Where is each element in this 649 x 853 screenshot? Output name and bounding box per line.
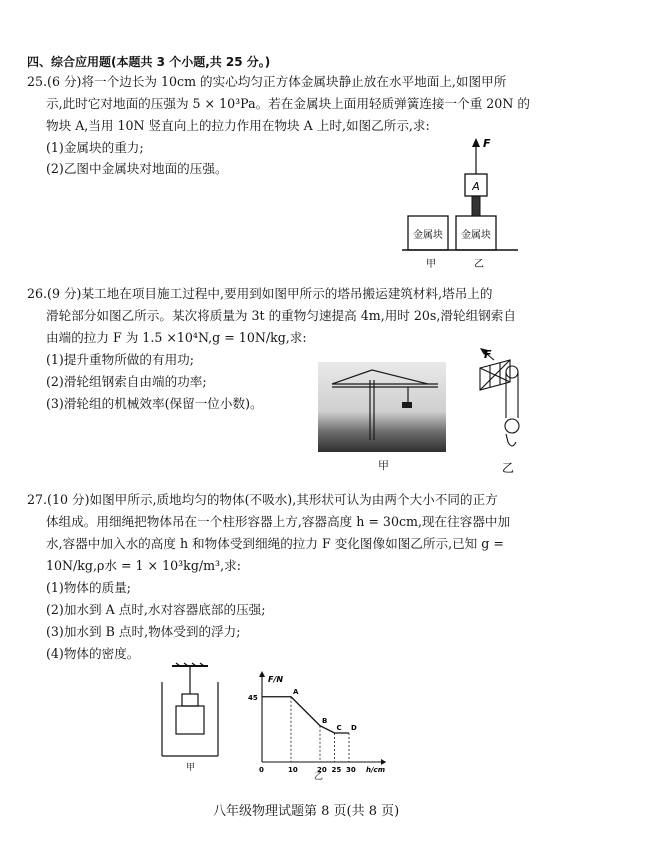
point-label: A <box>293 687 299 696</box>
y-tick-label: 45 <box>248 693 258 702</box>
q25-line-3: 物块 A,当用 10N 竖直向上的拉力作用在物块 A 上时,如图乙所示,求: <box>46 118 430 133</box>
x-tick-label: 10 <box>288 766 298 774</box>
force-height-chart <box>246 668 396 780</box>
q27-sub-1: (1)物体的质量; <box>46 580 132 595</box>
x-tick-label: 20 <box>317 766 327 774</box>
q27-line-2: 体组成。用细绳把物体吊在一个柱形容器上方,容器高度 h = 30cm,现在往容器中加 <box>46 514 511 529</box>
container-icon <box>162 663 218 756</box>
q26-photo-caption: 甲 <box>378 459 389 472</box>
q26-sub-1: (1)提升重物所做的有用功; <box>46 352 195 367</box>
x-tick-label: 0 <box>259 766 264 774</box>
block-a-label: A <box>472 180 480 193</box>
figure-yi-block <box>456 216 496 250</box>
crane-icon <box>332 370 438 440</box>
q27-line-3: 水,容器中加入水的高度 h 和物体受到细绳的拉力 F 变化图像如图乙所示,已知 g = <box>46 536 504 551</box>
x-tick-label: 30 <box>346 766 356 774</box>
q25-line-1: 25.(6 分)将一个边长为 10cm 的实心均匀正方体金属块静止放在水平地面上,如图甲所 <box>27 74 507 89</box>
y-axis-arrow-icon <box>259 671 265 677</box>
q26-line-2: 滑轮部分如图乙所示。某次将质量为 3t 的重物匀速提高 4m,用时 20s,滑轮组钢索自 <box>46 308 516 323</box>
x-tick-label: 25 <box>331 766 342 774</box>
q25-line-2: 示,此时它对地面的压强为 5 × 10³Pa。若在金属块上面用轻质弹簧连接一个重 20N 的 <box>46 96 530 111</box>
q25-sub-2: (2)乙图中金属块对地面的压强。 <box>46 161 228 176</box>
x-axis-arrow-icon <box>381 759 386 765</box>
point-label: C <box>336 724 342 732</box>
pulley-figure <box>472 346 542 482</box>
pulley-block-icon <box>480 360 519 446</box>
q26-line-1: 26.(9 分)某工地在项目施工过程中,要用到如图甲所示的塔吊搬运建筑材料,塔吊上的 <box>27 286 493 301</box>
y-axis-label: F/N <box>268 675 284 684</box>
container-caption: 甲 <box>186 763 196 772</box>
tower-crane-photo <box>318 362 446 452</box>
q26-sub-2: (2)滑轮组钢索自由端的功率; <box>46 374 207 389</box>
block-label-jia: 金属块 <box>413 230 443 241</box>
x-axis-label: h/cm <box>366 766 385 774</box>
q26-line-3: 由端的拉力 F 为 1.5 ×10⁴N,g = 10N/kg,求: <box>46 330 307 345</box>
block-a <box>465 174 487 196</box>
page-footer: 八年级物理试题第 8 页(共 8 页) <box>213 804 400 819</box>
section-heading: 四、综合应用题(本题共 3 个小题,共 25 分。) <box>27 55 271 69</box>
pulley-caption: 乙 <box>502 461 515 475</box>
figure-jia-block <box>408 216 448 250</box>
caption-yi: 乙 <box>474 259 484 270</box>
pulley-force-label: F <box>484 348 492 361</box>
spring-icon <box>472 196 480 216</box>
q25-sub-1: (1)金属块的重力; <box>46 140 144 155</box>
force-arrow-icon <box>472 137 491 174</box>
point-label: B <box>322 716 328 725</box>
block-label-yi: 金属块 <box>461 230 491 241</box>
q27-sub-4: (4)物体的密度。 <box>46 646 140 661</box>
q27-sub-3: (3)加水到 B 点时,物体受到的浮力; <box>46 624 241 639</box>
force-label: F <box>483 137 491 150</box>
chart-caption: 乙 <box>314 772 324 782</box>
force-arrow-icon <box>480 348 494 361</box>
caption-jia: 甲 <box>426 259 436 270</box>
container-figure <box>156 660 228 776</box>
point-label: D <box>351 724 357 732</box>
q27-sub-2: (2)加水到 A 点时,水对容器底部的压强; <box>46 602 266 617</box>
q25-figure <box>400 134 522 278</box>
q26-sub-3: (3)滑轮组的机械效率(保留一位小数)。 <box>46 396 263 411</box>
q27-line-4: 10N/kg,ρ水 = 1 × 10³kg/m³,求: <box>46 558 241 573</box>
q27-line-1: 27.(10 分)如图甲所示,质地均匀的物体(不吸水),其形状可认为由两个大小不同的正方 <box>27 492 498 507</box>
